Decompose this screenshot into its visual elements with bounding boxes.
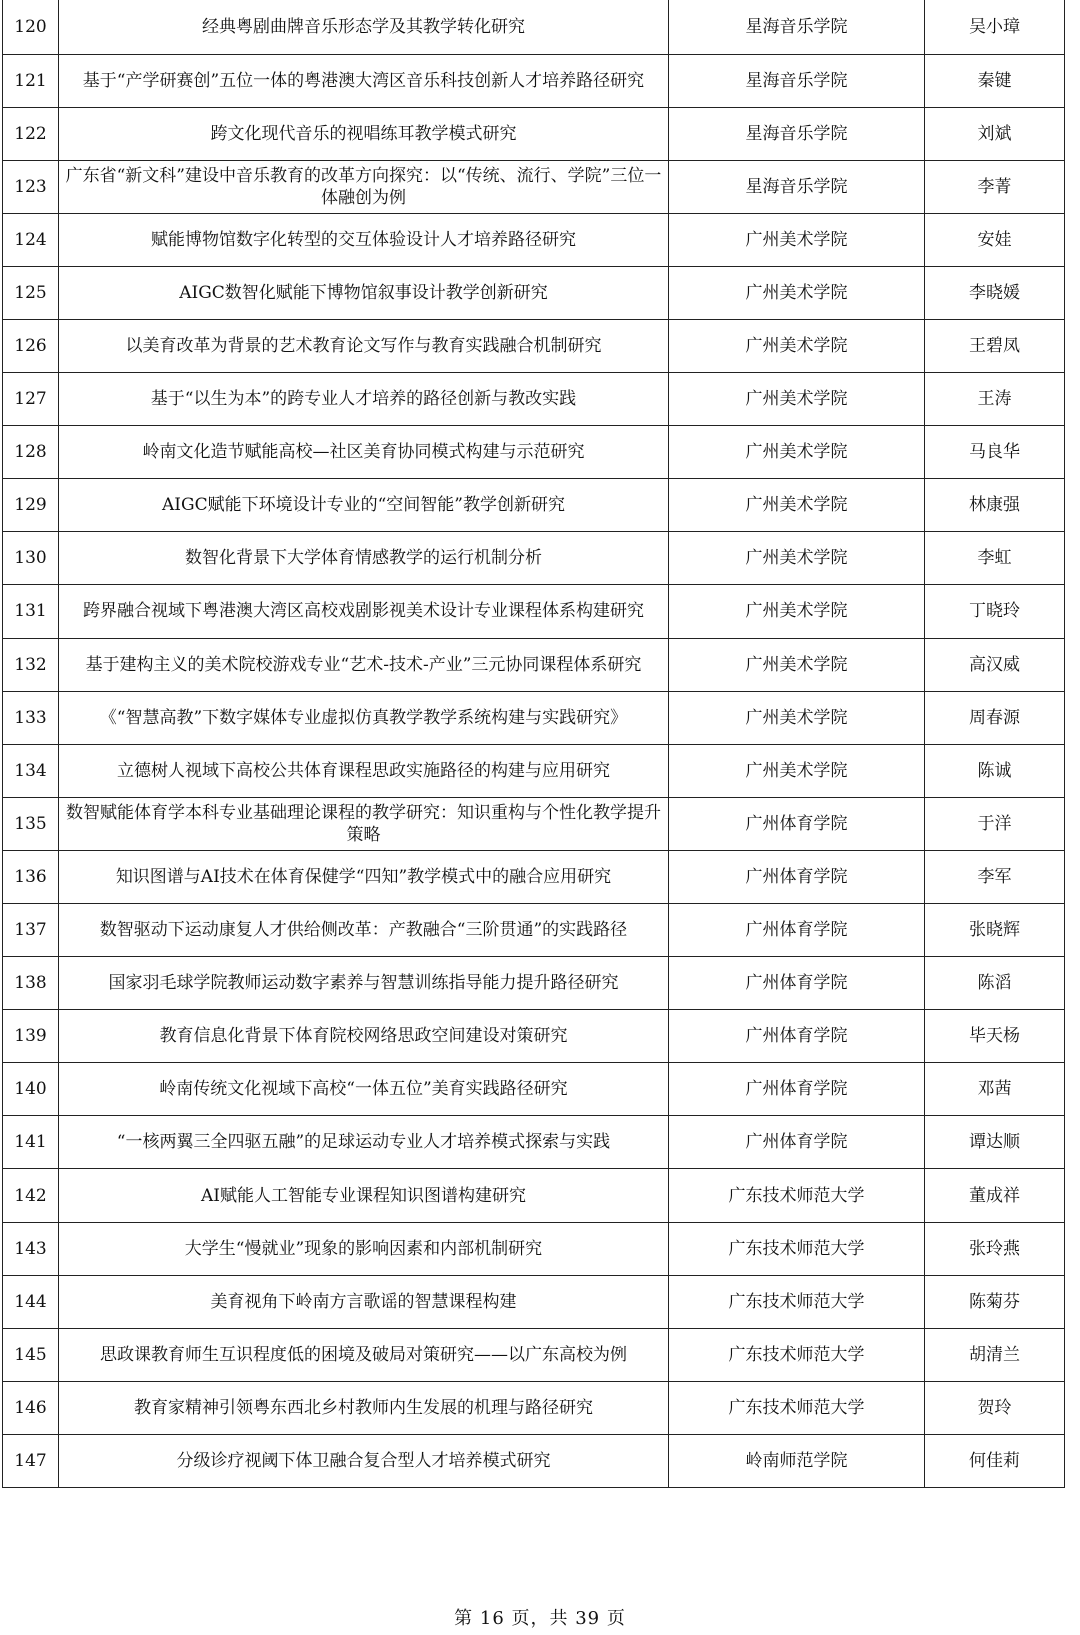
row-number: 133 — [3, 691, 59, 744]
project-leader: 周春源 — [925, 691, 1065, 744]
row-number: 135 — [3, 797, 59, 850]
table-row — [3, 638, 1065, 691]
institution: 广州美术学院 — [669, 532, 925, 585]
project-leader: 胡清兰 — [925, 1328, 1065, 1381]
project-leader: 邓茜 — [925, 1063, 1065, 1116]
institution: 广州体育学院 — [669, 1116, 925, 1169]
institution: 广州体育学院 — [669, 850, 925, 903]
institution: 广州美术学院 — [669, 213, 925, 266]
institution: 广州体育学院 — [669, 957, 925, 1010]
table-row — [3, 213, 1065, 266]
project-list-body — [3, 0, 1065, 1488]
project-leader: 吴小璋 — [925, 0, 1065, 54]
table-row — [3, 691, 1065, 744]
institution: 广州体育学院 — [669, 1063, 925, 1116]
project-title: 经典粤剧曲牌音乐形态学及其教学转化研究 — [59, 0, 669, 54]
project-title: 教育信息化背景下体育院校网络思政空间建设对策研究 — [59, 1010, 669, 1063]
institution: 广州美术学院 — [669, 266, 925, 319]
institution: 广东技术师范大学 — [669, 1328, 925, 1381]
project-leader: 陈诚 — [925, 744, 1065, 797]
project-leader: 李虹 — [925, 532, 1065, 585]
row-number: 128 — [3, 426, 59, 479]
row-number: 145 — [3, 1328, 59, 1381]
project-title: 立德树人视域下高校公共体育课程思政实施路径的构建与应用研究 — [59, 744, 669, 797]
institution: 广州体育学院 — [669, 904, 925, 957]
row-number: 120 — [3, 0, 59, 54]
table-row — [3, 266, 1065, 319]
institution: 广州美术学院 — [669, 744, 925, 797]
institution: 广州美术学院 — [669, 585, 925, 638]
project-title: 思政课教育师生互识程度低的困境及破局对策研究——以广东高校为例 — [59, 1328, 669, 1381]
project-title: “一核两翼三全四驱五融”的足球运动专业人才培养模式探索与实践 — [59, 1116, 669, 1169]
project-title: 《“智慧高教”下数字媒体专业虚拟仿真教学教学系统构建与实践研究》 — [59, 691, 669, 744]
institution: 星海音乐学院 — [669, 107, 925, 160]
project-leader: 秦键 — [925, 54, 1065, 107]
institution: 广东技术师范大学 — [669, 1222, 925, 1275]
table-row — [3, 904, 1065, 957]
table-row — [3, 319, 1065, 372]
project-title: 跨界融合视域下粤港澳大湾区高校戏剧影视美术设计专业课程体系构建研究 — [59, 585, 669, 638]
project-title: 基于“产学研赛创”五位一体的粤港澳大湾区音乐科技创新人才培养路径研究 — [59, 54, 669, 107]
institution: 广州美术学院 — [669, 319, 925, 372]
table-row — [3, 585, 1065, 638]
table-row — [3, 54, 1065, 107]
table-row — [3, 797, 1065, 850]
institution: 广州美术学院 — [669, 373, 925, 426]
institution: 广东技术师范大学 — [669, 1381, 925, 1434]
table-row — [3, 1169, 1065, 1222]
row-number: 130 — [3, 532, 59, 585]
project-title: 数智驱动下运动康复人才供给侧改革：产教融合“三阶贯通”的实践路径 — [59, 904, 669, 957]
project-title: AIGC赋能下环境设计专业的“空间智能”教学创新研究 — [59, 479, 669, 532]
project-title: 以美育改革为背景的艺术教育论文写作与教育实践融合机制研究 — [59, 319, 669, 372]
row-number: 127 — [3, 373, 59, 426]
table-row — [3, 1222, 1065, 1275]
table-row — [3, 1328, 1065, 1381]
institution: 广州美术学院 — [669, 691, 925, 744]
project-leader: 王涛 — [925, 373, 1065, 426]
institution: 星海音乐学院 — [669, 160, 925, 213]
row-number: 125 — [3, 266, 59, 319]
project-title: 赋能博物馆数字化转型的交互体验设计人才培养路径研究 — [59, 213, 669, 266]
row-number: 147 — [3, 1434, 59, 1487]
table-row — [3, 1275, 1065, 1328]
project-leader: 贺玲 — [925, 1381, 1065, 1434]
row-number: 121 — [3, 54, 59, 107]
project-title: AIGC数智化赋能下博物馆叙事设计教学创新研究 — [59, 266, 669, 319]
project-leader: 马良华 — [925, 426, 1065, 479]
table-row — [3, 957, 1065, 1010]
institution: 广州体育学院 — [669, 1010, 925, 1063]
project-leader: 于洋 — [925, 797, 1065, 850]
row-number: 136 — [3, 850, 59, 903]
page-footer: 第 16 页，共 39 页 — [454, 1608, 626, 1629]
table-row — [3, 160, 1065, 213]
table-row — [3, 1116, 1065, 1169]
project-leader: 李军 — [925, 850, 1065, 903]
project-leader: 何佳莉 — [925, 1434, 1065, 1487]
institution: 广州美术学院 — [669, 638, 925, 691]
row-number: 141 — [3, 1116, 59, 1169]
project-leader: 陈滔 — [925, 957, 1065, 1010]
project-title: 美育视角下岭南方言歌谣的智慧课程构建 — [59, 1275, 669, 1328]
institution: 广东技术师范大学 — [669, 1169, 925, 1222]
project-title: 广东省“新文科”建设中音乐教育的改革方向探究：以“传统、流行、学院”三位一体融创为例 — [59, 160, 669, 213]
project-leader: 董成祥 — [925, 1169, 1065, 1222]
project-title: 岭南传统文化视域下高校“一体五位”美育实践路径研究 — [59, 1063, 669, 1116]
project-leader: 王碧凤 — [925, 319, 1065, 372]
institution: 岭南师范学院 — [669, 1434, 925, 1487]
project-leader: 李菁 — [925, 160, 1065, 213]
table-row — [3, 1381, 1065, 1434]
row-number: 143 — [3, 1222, 59, 1275]
table-row — [3, 107, 1065, 160]
project-title: 国家羽毛球学院教师运动数字素养与智慧训练指导能力提升路径研究 — [59, 957, 669, 1010]
table-row — [3, 1010, 1065, 1063]
table-row — [3, 532, 1065, 585]
institution: 广州体育学院 — [669, 797, 925, 850]
row-number: 124 — [3, 213, 59, 266]
row-number: 132 — [3, 638, 59, 691]
project-title: AI赋能人工智能专业课程知识图谱构建研究 — [59, 1169, 669, 1222]
project-title: 大学生“慢就业”现象的影响因素和内部机制研究 — [59, 1222, 669, 1275]
project-leader: 丁晓玲 — [925, 585, 1065, 638]
row-number: 139 — [3, 1010, 59, 1063]
row-number: 134 — [3, 744, 59, 797]
institution: 星海音乐学院 — [669, 0, 925, 54]
row-number: 137 — [3, 904, 59, 957]
table-row — [3, 850, 1065, 903]
row-number: 142 — [3, 1169, 59, 1222]
project-leader: 高汉威 — [925, 638, 1065, 691]
project-leader: 李晓媛 — [925, 266, 1065, 319]
project-title: 基于“以生为本”的跨专业人才培养的路径创新与教改实践 — [59, 373, 669, 426]
project-title: 数智赋能体育学本科专业基础理论课程的教学研究：知识重构与个性化教学提升策略 — [59, 797, 669, 850]
table-row — [3, 0, 1065, 54]
institution: 广州美术学院 — [669, 426, 925, 479]
table-row — [3, 373, 1065, 426]
project-leader: 陈菊芬 — [925, 1275, 1065, 1328]
institution: 星海音乐学院 — [669, 54, 925, 107]
project-title: 基于建构主义的美术院校游戏专业“艺术-技术-产业”三元协同课程体系研究 — [59, 638, 669, 691]
project-title: 教育家精神引领粤东西北乡村教师内生发展的机理与路径研究 — [59, 1381, 669, 1434]
row-number: 140 — [3, 1063, 59, 1116]
row-number: 123 — [3, 160, 59, 213]
institution: 广东技术师范大学 — [669, 1275, 925, 1328]
table-row — [3, 426, 1065, 479]
row-number: 126 — [3, 319, 59, 372]
institution: 广州美术学院 — [669, 479, 925, 532]
table-row — [3, 479, 1065, 532]
table-row — [3, 1434, 1065, 1487]
table-row — [3, 1063, 1065, 1116]
project-leader: 安娃 — [925, 213, 1065, 266]
project-leader: 刘斌 — [925, 107, 1065, 160]
project-title: 知识图谱与AI技术在体育保健学“四知”教学模式中的融合应用研究 — [59, 850, 669, 903]
project-leader: 谭达顺 — [925, 1116, 1065, 1169]
project-leader: 林康强 — [925, 479, 1065, 532]
row-number: 129 — [3, 479, 59, 532]
row-number: 146 — [3, 1381, 59, 1434]
project-title: 跨文化现代音乐的视唱练耳教学模式研究 — [59, 107, 669, 160]
project-leader: 毕天杨 — [925, 1010, 1065, 1063]
project-list-table — [2, 0, 1065, 1488]
row-number: 144 — [3, 1275, 59, 1328]
table-row — [3, 744, 1065, 797]
project-title: 分级诊疗视阈下体卫融合复合型人才培养模式研究 — [59, 1434, 669, 1487]
project-title: 数智化背景下大学体育情感教学的运行机制分析 — [59, 532, 669, 585]
project-leader: 张晓辉 — [925, 904, 1065, 957]
row-number: 122 — [3, 107, 59, 160]
row-number: 131 — [3, 585, 59, 638]
row-number: 138 — [3, 957, 59, 1010]
project-leader: 张玲燕 — [925, 1222, 1065, 1275]
project-title: 岭南文化造节赋能高校—社区美育协同模式构建与示范研究 — [59, 426, 669, 479]
